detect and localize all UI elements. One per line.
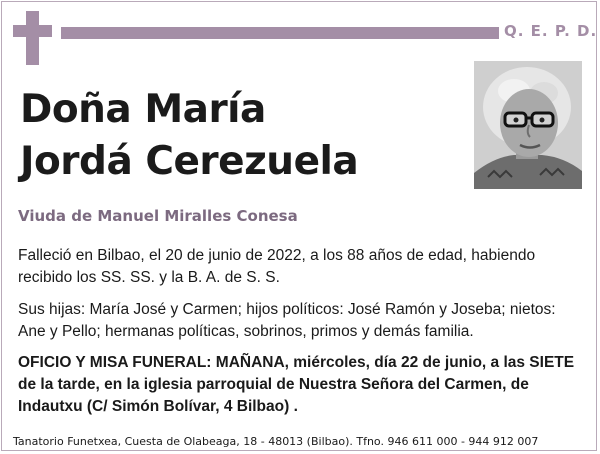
qepd-label: Q. E. P. D. xyxy=(504,22,598,40)
cross-icon xyxy=(26,11,39,65)
deceased-name-line2: Jordá Cerezuela xyxy=(20,139,359,184)
widow-of-line: Viuda de Manuel Miralles Conesa xyxy=(18,207,298,225)
cross-icon-bar xyxy=(13,25,52,37)
death-notice-paragraph: Falleció en Bilbao, el 20 de junio de 2022, a los 88 años de edad, habiendo recibido los SS. SS. y la B. A. de S. S. xyxy=(18,247,536,286)
deceased-name-line1: Doña María xyxy=(20,87,266,132)
deceased-portrait xyxy=(474,61,582,189)
funeral-home-footer: Tanatorio Funetxea, Cuesta de Olabeaga, 18 - 48013 (Bilbao). Tfno. 946 611 000 - 944 912 007 xyxy=(13,435,539,448)
funeral-service-paragraph: OFICIO Y MISA FUNERAL: MAÑANA, miércoles, día 22 de junio, a las SIETE de la tarde, en la iglesia parroquial de Nuestra Señora del Carmen, de Indautxu (C/ Simón Bolívar, 4 Bilbao) . xyxy=(18,354,575,415)
obituary-card xyxy=(1,1,597,451)
deceased-name xyxy=(20,84,358,188)
header-rule xyxy=(61,27,499,39)
family-paragraph: Sus hijas: María José y Carmen; hijos políticos: José Ramón y Joseba; nietos: Ane y Pello; hermanas políticas, sobrinos, primos y demás familia. xyxy=(18,301,556,340)
portrait-image xyxy=(474,61,582,189)
